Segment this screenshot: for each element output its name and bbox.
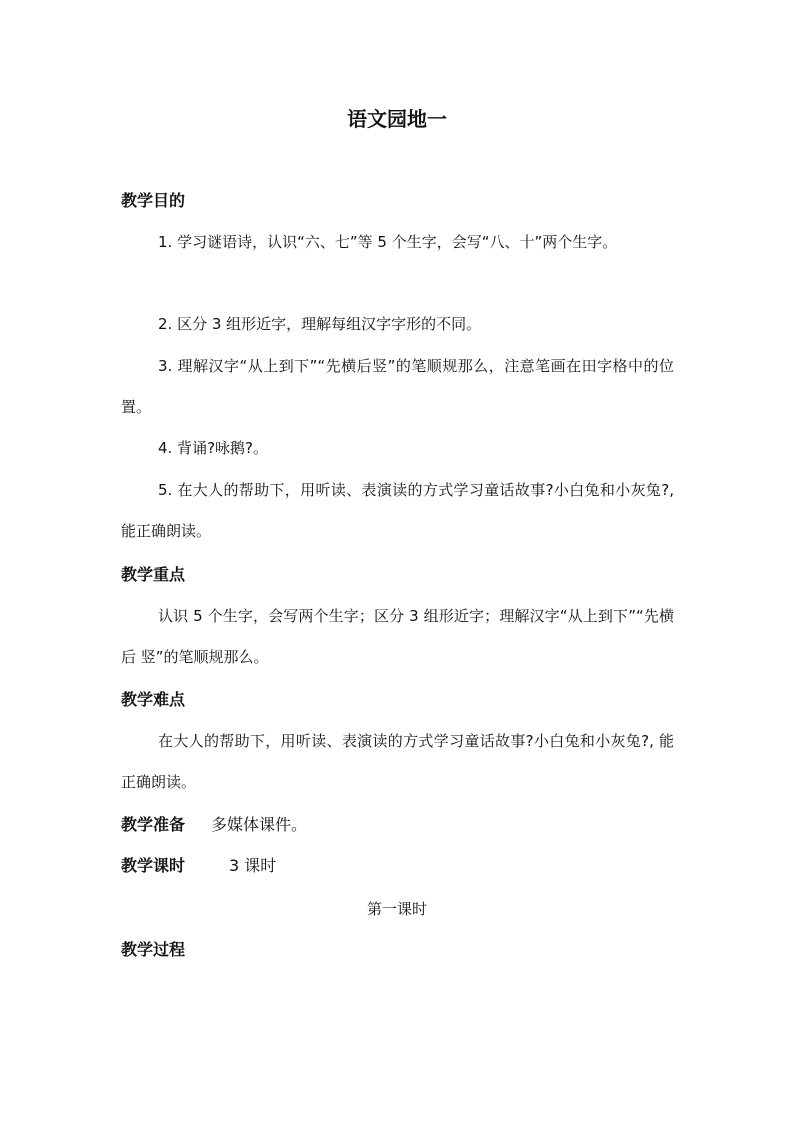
key-points-heading: 教学重点 (121, 565, 186, 584)
hours-value: 3 课时 (229, 856, 277, 875)
difficulties-text: 在大人的帮助下，用听读、表演读的方式学习童话故事?小白兔和小灰兔?, 能正确朗读。 (121, 732, 674, 791)
document-title: 语文园地一 (347, 107, 447, 131)
objective-item-4: 4. 背诵?咏鹅?。 (158, 439, 269, 457)
lesson-title: 第一课时 (366, 900, 427, 918)
key-points-text: 认识 5 个生字，会写两个生字；区分 3 组形近字；理解汉字“从上到下”“先横后 竖”的笔顺规那么。 (121, 607, 674, 666)
process-heading: 教学过程 (121, 940, 186, 959)
hours-row (121, 854, 276, 878)
preparation-row (121, 813, 307, 837)
preparation-label: 教学准备 (121, 815, 186, 834)
objectives-heading: 教学目的 (121, 191, 186, 210)
objective-item-1: 1. 学习谜语诗，认识“六、七”等 5 个生字，会写“八、十”两个生字。 (158, 233, 618, 251)
hours-label: 教学课时 (121, 856, 186, 875)
objective-item-2: 2. 区分 3 组形近字，理解每组汉字字形的不同。 (158, 315, 482, 333)
difficulties-heading: 教学难点 (121, 690, 186, 709)
objective-item-5: 5. 在大人的帮助下，用听读、表演读的方式学习童话故事?小白兔和小灰兔?, 能正确朗读。 (121, 481, 674, 540)
preparation-value: 多媒体课件。 (211, 815, 308, 834)
objective-item-3: 3. 理解汉字“从上到下”“先横后竖”的笔顺规那么，注意笔画在田字格中的位置。 (121, 357, 674, 416)
